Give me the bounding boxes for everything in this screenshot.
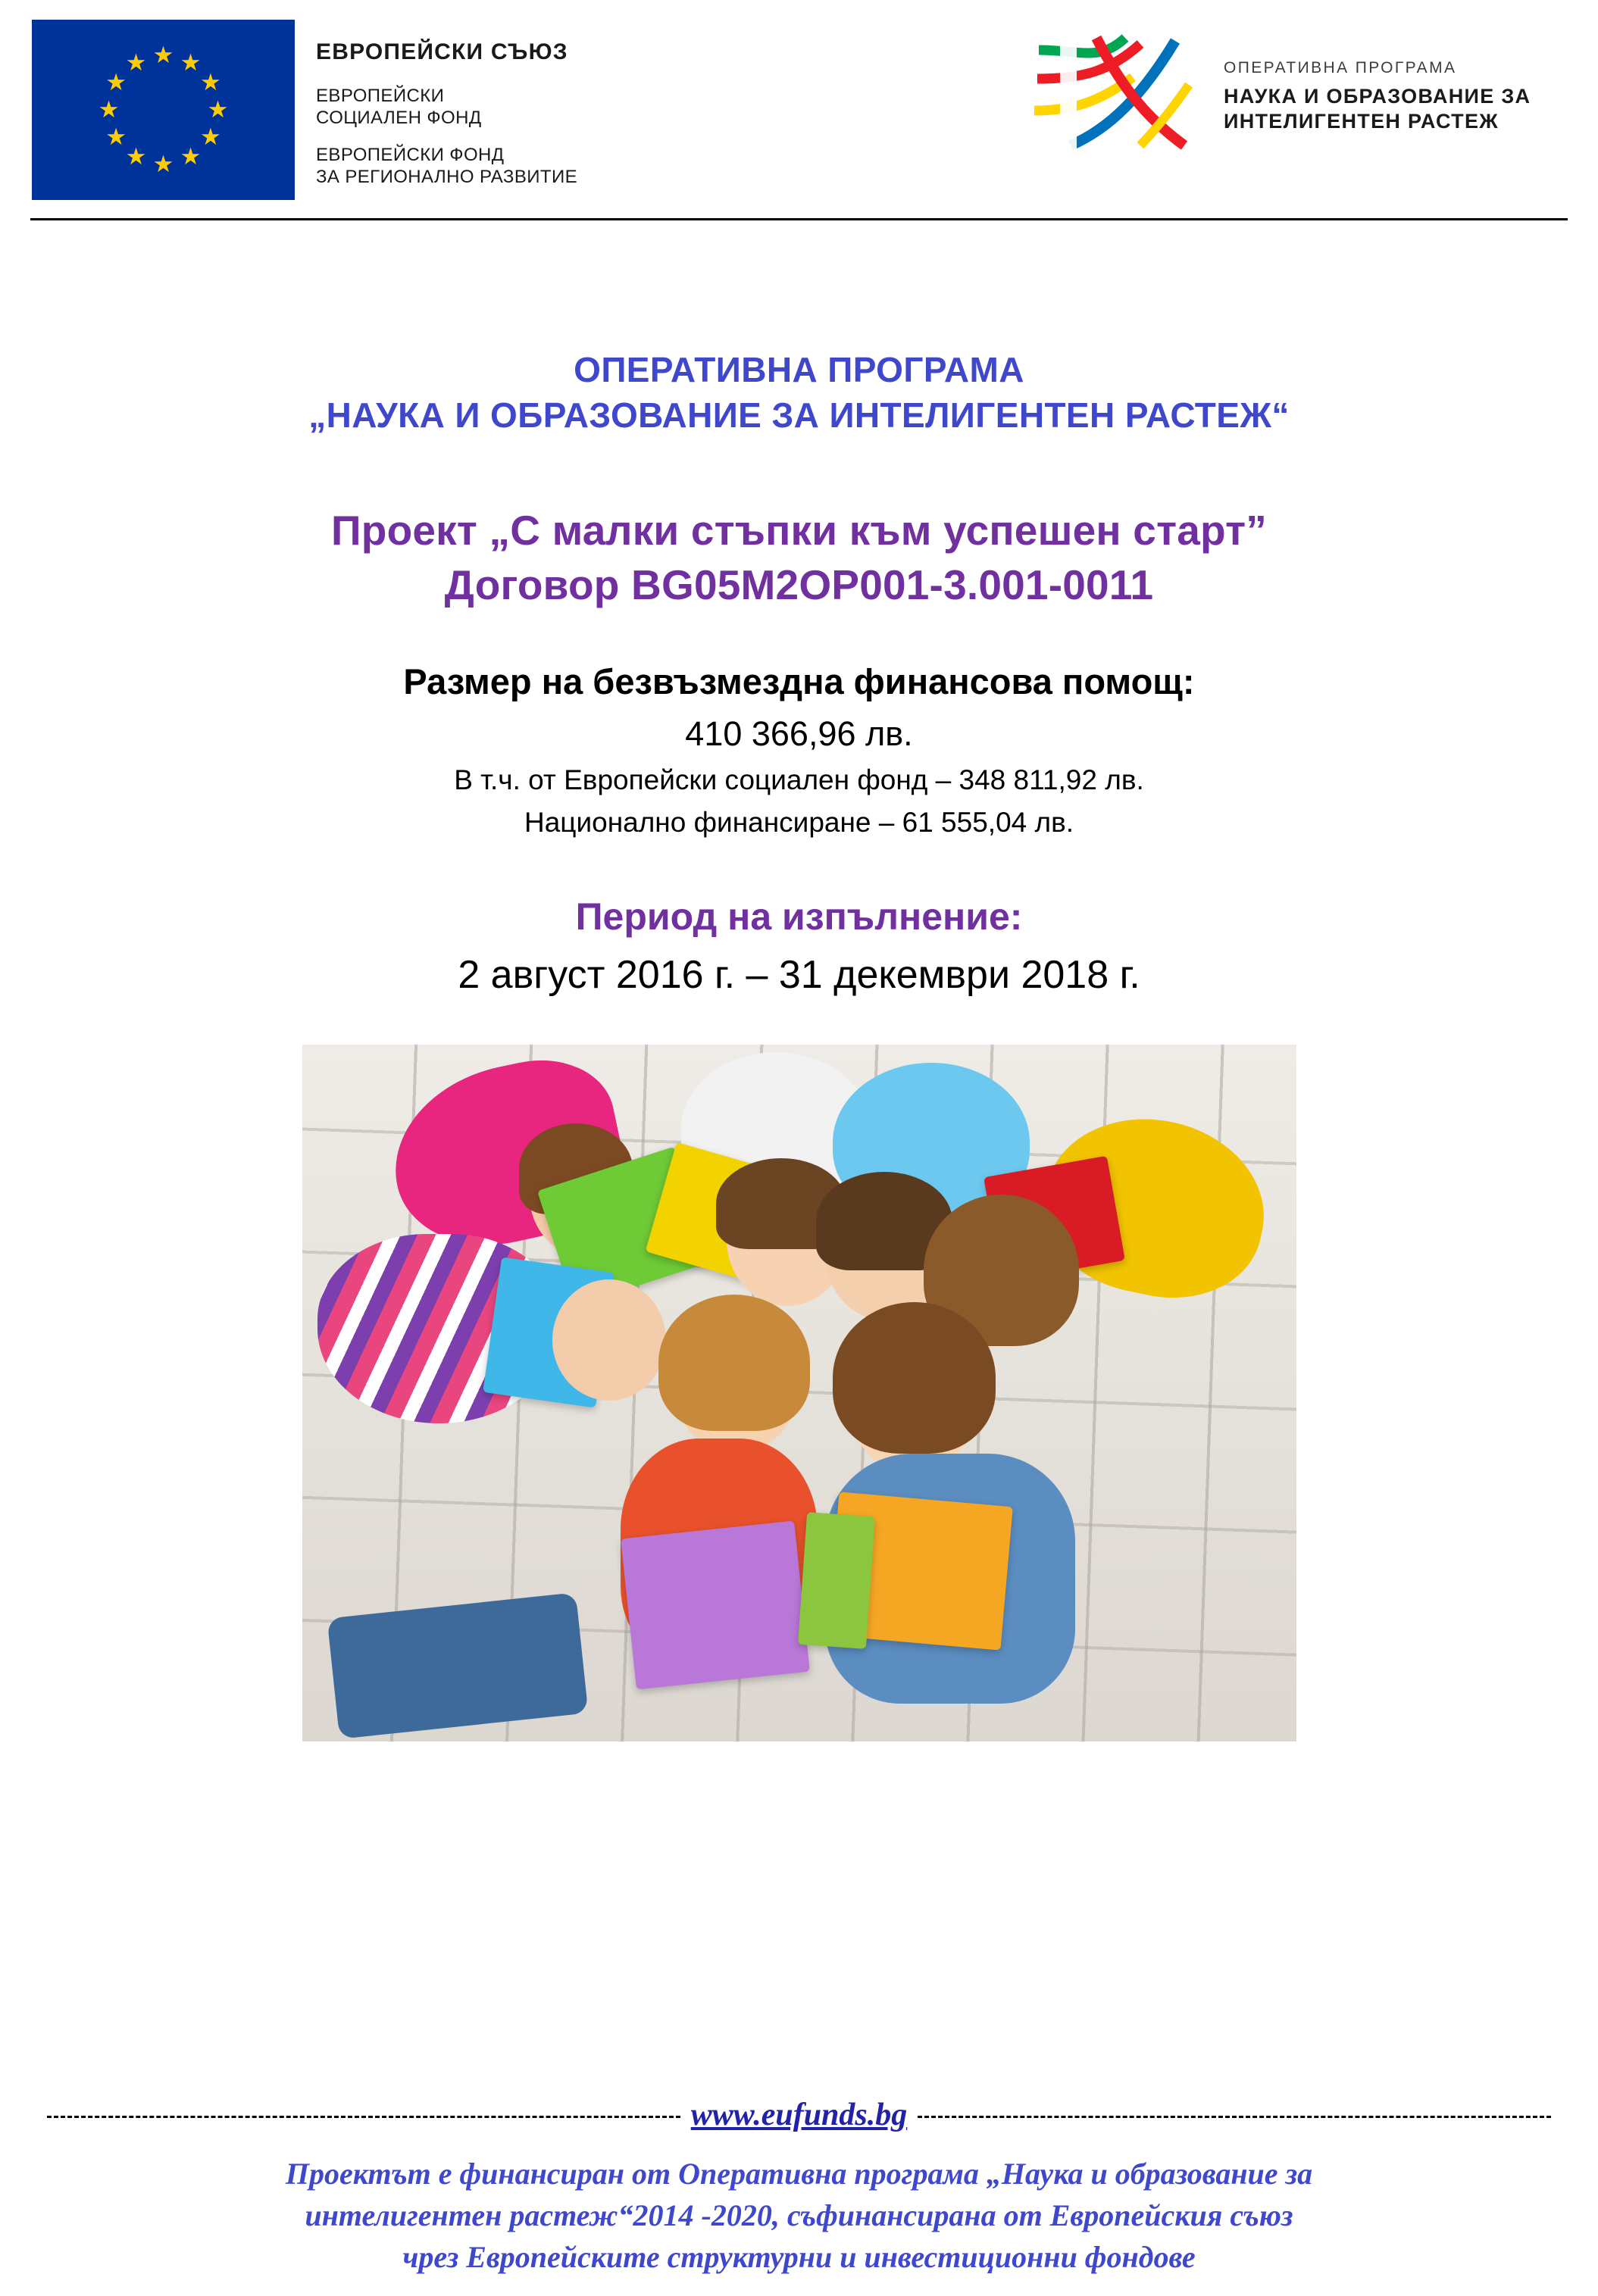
eu-erdf-label-line1: ЕВРОПЕЙСКИ ФОНД bbox=[316, 145, 505, 165]
child-head bbox=[552, 1279, 666, 1401]
eu-star-icon: ★ bbox=[105, 123, 127, 150]
eu-star-icon: ★ bbox=[152, 42, 174, 68]
eu-emblem-block bbox=[32, 20, 577, 203]
book bbox=[798, 1512, 875, 1649]
eu-flag-icon bbox=[32, 20, 295, 200]
program-name-line1: ОПЕРАТИВНА ПРОГРАМА bbox=[574, 350, 1024, 389]
op-text-block bbox=[1224, 32, 1531, 134]
eu-title: ЕВРОПЕЙСКИ СЪЮЗ bbox=[316, 39, 568, 64]
op-small-label: ОПЕРАТИВНА ПРОГРАМА bbox=[1224, 59, 1457, 77]
child-body bbox=[327, 1592, 588, 1739]
eu-star-icon: ★ bbox=[105, 69, 127, 95]
period-dates: 2 август 2016 г. – 31 декември 2018 г. bbox=[458, 953, 1140, 997]
book bbox=[621, 1521, 810, 1690]
footer-divider-row bbox=[0, 2097, 1598, 2133]
eu-erdf-label bbox=[316, 144, 577, 188]
project-name-line1: Проект „С малки стъпки към успешен старт” bbox=[331, 507, 1267, 554]
footer-dashes-left bbox=[47, 2116, 680, 2118]
eu-star-icon: ★ bbox=[98, 96, 120, 123]
period-title: Период на изпълнение: bbox=[575, 895, 1023, 938]
footer-dashes-right bbox=[918, 2116, 1551, 2118]
program-name bbox=[0, 347, 1598, 438]
contract-number: Договор BG05M2OP001-3.001-0011 bbox=[444, 561, 1154, 608]
footer-disclaimer-line3: чрез Европейските структурни и инвестиционни фондове bbox=[402, 2240, 1196, 2274]
eu-star-icon: ★ bbox=[152, 151, 174, 177]
eu-star-icon: ★ bbox=[180, 143, 202, 170]
poster-header bbox=[0, 0, 1598, 239]
project-name bbox=[0, 503, 1598, 612]
footer-disclaimer-line1: Проектът е финансиран от Оперативна програма „Наука и образование за bbox=[285, 2157, 1313, 2191]
children-photo bbox=[302, 1045, 1296, 1742]
op-ribbon-icon bbox=[1027, 32, 1209, 157]
eu-star-icon: ★ bbox=[207, 96, 229, 123]
poster-footer bbox=[0, 2097, 1598, 2278]
eu-star-icon: ★ bbox=[125, 48, 147, 76]
eu-esf-label bbox=[316, 85, 577, 129]
program-name-line2: „НАУКА И ОБРАЗОВАНИЕ ЗА ИНТЕЛИГЕНТЕН РАСТЕЖ“ bbox=[308, 395, 1290, 435]
op-big-label-line1: НАУКА И ОБРАЗОВАНИЕ ЗА bbox=[1224, 85, 1531, 108]
op-logo-block bbox=[1027, 32, 1531, 157]
grant-national-share: Национално финансиране – 61 555,04 лв. bbox=[524, 807, 1074, 838]
eu-star-icon: ★ bbox=[125, 143, 147, 170]
eu-text-block bbox=[316, 20, 577, 203]
eu-star-icon: ★ bbox=[199, 69, 221, 95]
grant-title: Размер на безвъзмездна финансова помощ: bbox=[403, 661, 1195, 701]
eu-star-icon: ★ bbox=[199, 123, 221, 150]
eu-star-icon: ★ bbox=[180, 48, 202, 76]
header-logos bbox=[0, 20, 1598, 203]
header-divider bbox=[30, 218, 1568, 220]
footer-disclaimer-line2: интелигентен растеж“2014 -2020, съфинансирана от Европейския съюз bbox=[305, 2198, 1293, 2232]
grant-esf-share: В т.ч. от Европейски социален фонд – 348 811,92 лв. bbox=[454, 764, 1144, 795]
grant-amount: 410 366,96 лв. bbox=[685, 714, 913, 753]
op-big-label-line2: ИНТЕЛИГЕНТЕН РАСТЕЖ bbox=[1224, 110, 1499, 133]
child-hair bbox=[658, 1295, 810, 1431]
eu-esf-label-line2: СОЦИАЛЕН ФОНД bbox=[316, 108, 482, 128]
child-hair bbox=[833, 1302, 996, 1454]
footer-disclaimer bbox=[0, 2153, 1598, 2278]
eu-erdf-label-line2: ЗА РЕГИОНАЛНО РАЗВИТИЕ bbox=[316, 167, 577, 187]
poster-main bbox=[0, 239, 1598, 1742]
photo-container bbox=[302, 1045, 1296, 1742]
eufunds-link[interactable]: www.eufunds.bg bbox=[690, 2098, 908, 2132]
eu-esf-label-line1: ЕВРОПЕЙСКИ bbox=[316, 86, 445, 106]
